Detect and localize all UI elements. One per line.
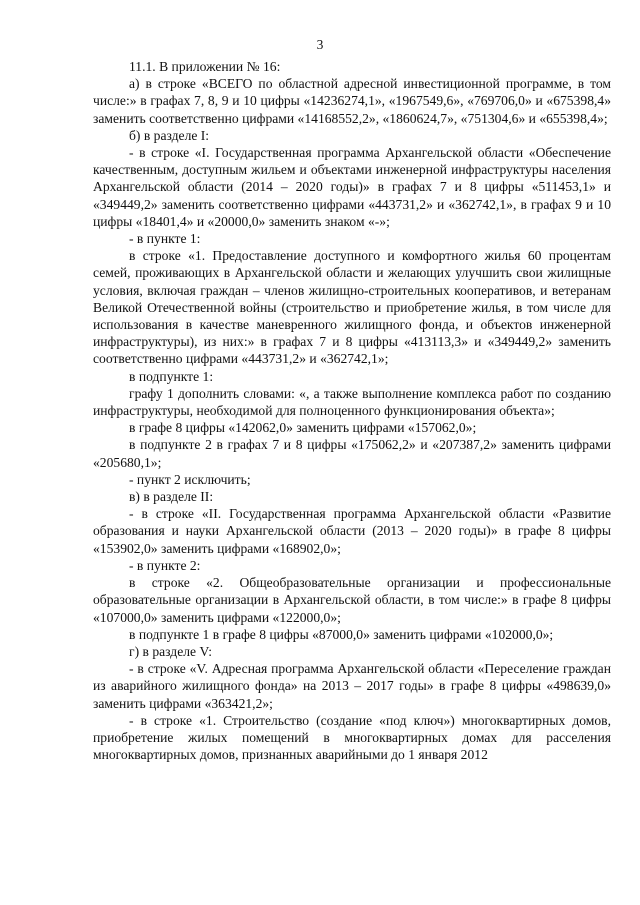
paragraph-point-2: - в пункте 2:: [129, 557, 201, 573]
paragraph-point-2-exclude: - пункт 2 исключить;: [129, 471, 251, 487]
paragraph-section-1-row: - в строке «I. Государственная программа Архангельской области «Обеспечение качественным, доступным жильем и объектами инженерной инфраструктуры населения Архангельской области (2014 – 2020 годы)» в графах 7 и 8 цифры «511453,1» и «349449,2» заменить соответственно цифрами «443731,2» и «362742,1», в графах 9 и 10 цифры «18401,4» и «20000,0» заменить знаком «-»;: [93, 145, 611, 229]
paragraph-item-g: г) в разделе V:: [129, 643, 213, 659]
paragraph-section-2-row: - в строке «II. Государственная программа Архангельской области «Развитие образования и науки Архангельской области (2013 – 2020 годы)» в графе 8 цифры «153902,0» заменить цифрами «168902,0»;: [93, 506, 611, 556]
paragraph-subpoint-2-change: в подпункте 2 в графах 7 и 8 цифры «175062,2» и «207387,2» заменить цифрами «205680,1»;: [93, 437, 611, 470]
paragraph-section-5-row: - в строке «V. Адресная программа Архангельской области «Переселение граждан из аварийного жилищного фонда» на 2013 – 2017 годы» в графе 8 цифры «498639,0» заменить цифрами «363421,2»;: [93, 661, 611, 711]
paragraph-section-5-point-1-row: - в строке «1. Строительство (создание «под ключ») многоквартирных домов, приобретение жилых помещений в многоквартирных домах для расселения многоквартирных домов, признанных аварийными до 1 января 2012: [93, 712, 611, 763]
paragraph-column-8-change: в графе 8 цифры «142062,0» заменить цифрами «157062,0»;: [129, 420, 477, 436]
paragraph-subpoint-1-change: в подпункте 1 в графе 8 цифры «87000,0» заменить цифрами «102000,0»;: [129, 626, 554, 642]
paragraph-item-b: б) в разделе I:: [129, 127, 210, 143]
document-body: [93, 58, 611, 763]
paragraph-item-a: а) в строке «ВСЕГО по областной адресной инвестиционной программе, в том числе:» в графах 7, 8, 9 и 10 цифры «14236274,1», «1967549,6», «769706,0» и «675398,4» заменить соответственно цифрами «14168552,2», «1860624,7», «751304,6» и «655398,4»;: [93, 76, 611, 126]
page-number: 3: [316, 37, 324, 52]
paragraph-point-2-row: в строке «2. Общеобразовательные организации и профессиональные образовательные организации в Архангельской области, в том числе:» в графе 8 цифры «107000,0» заменить цифрами «122000,0»;: [93, 575, 611, 625]
paragraph-point-1-row: в строке «1. Предоставление доступного и комфортного жилья 60 процентам семей, проживающих в Архангельской области и желающих улучшить свои жилищные условия, включая граждан – членов жилищно-строительных кооперативов, и ветеранам Великой Отечественной войны (строительство и приобретение жилья, в том числе для использования в качестве маневренного жилищного фонда, и объектов инженерной инфраструктуры), из них:» в графах 7 и 8 цифры «413113,3» и «349449,2» заменить соответственно цифрами «443731,2» и «362742,1»;: [93, 248, 611, 367]
paragraph-point-1: - в пункте 1:: [129, 231, 201, 247]
paragraph-column-1-addition: графу 1 дополнить словами: «, а также выполнение комплекса работ по созданию инфраструктуры, необходимой для полноценного функционирования объекта»;: [93, 385, 611, 419]
paragraph-subpoint-1: в подпункте 1:: [129, 368, 214, 384]
paragraph-item-v: в) в разделе II:: [129, 489, 214, 505]
paragraph-heading-11-1: 11.1. В приложении № 16:: [129, 59, 281, 74]
